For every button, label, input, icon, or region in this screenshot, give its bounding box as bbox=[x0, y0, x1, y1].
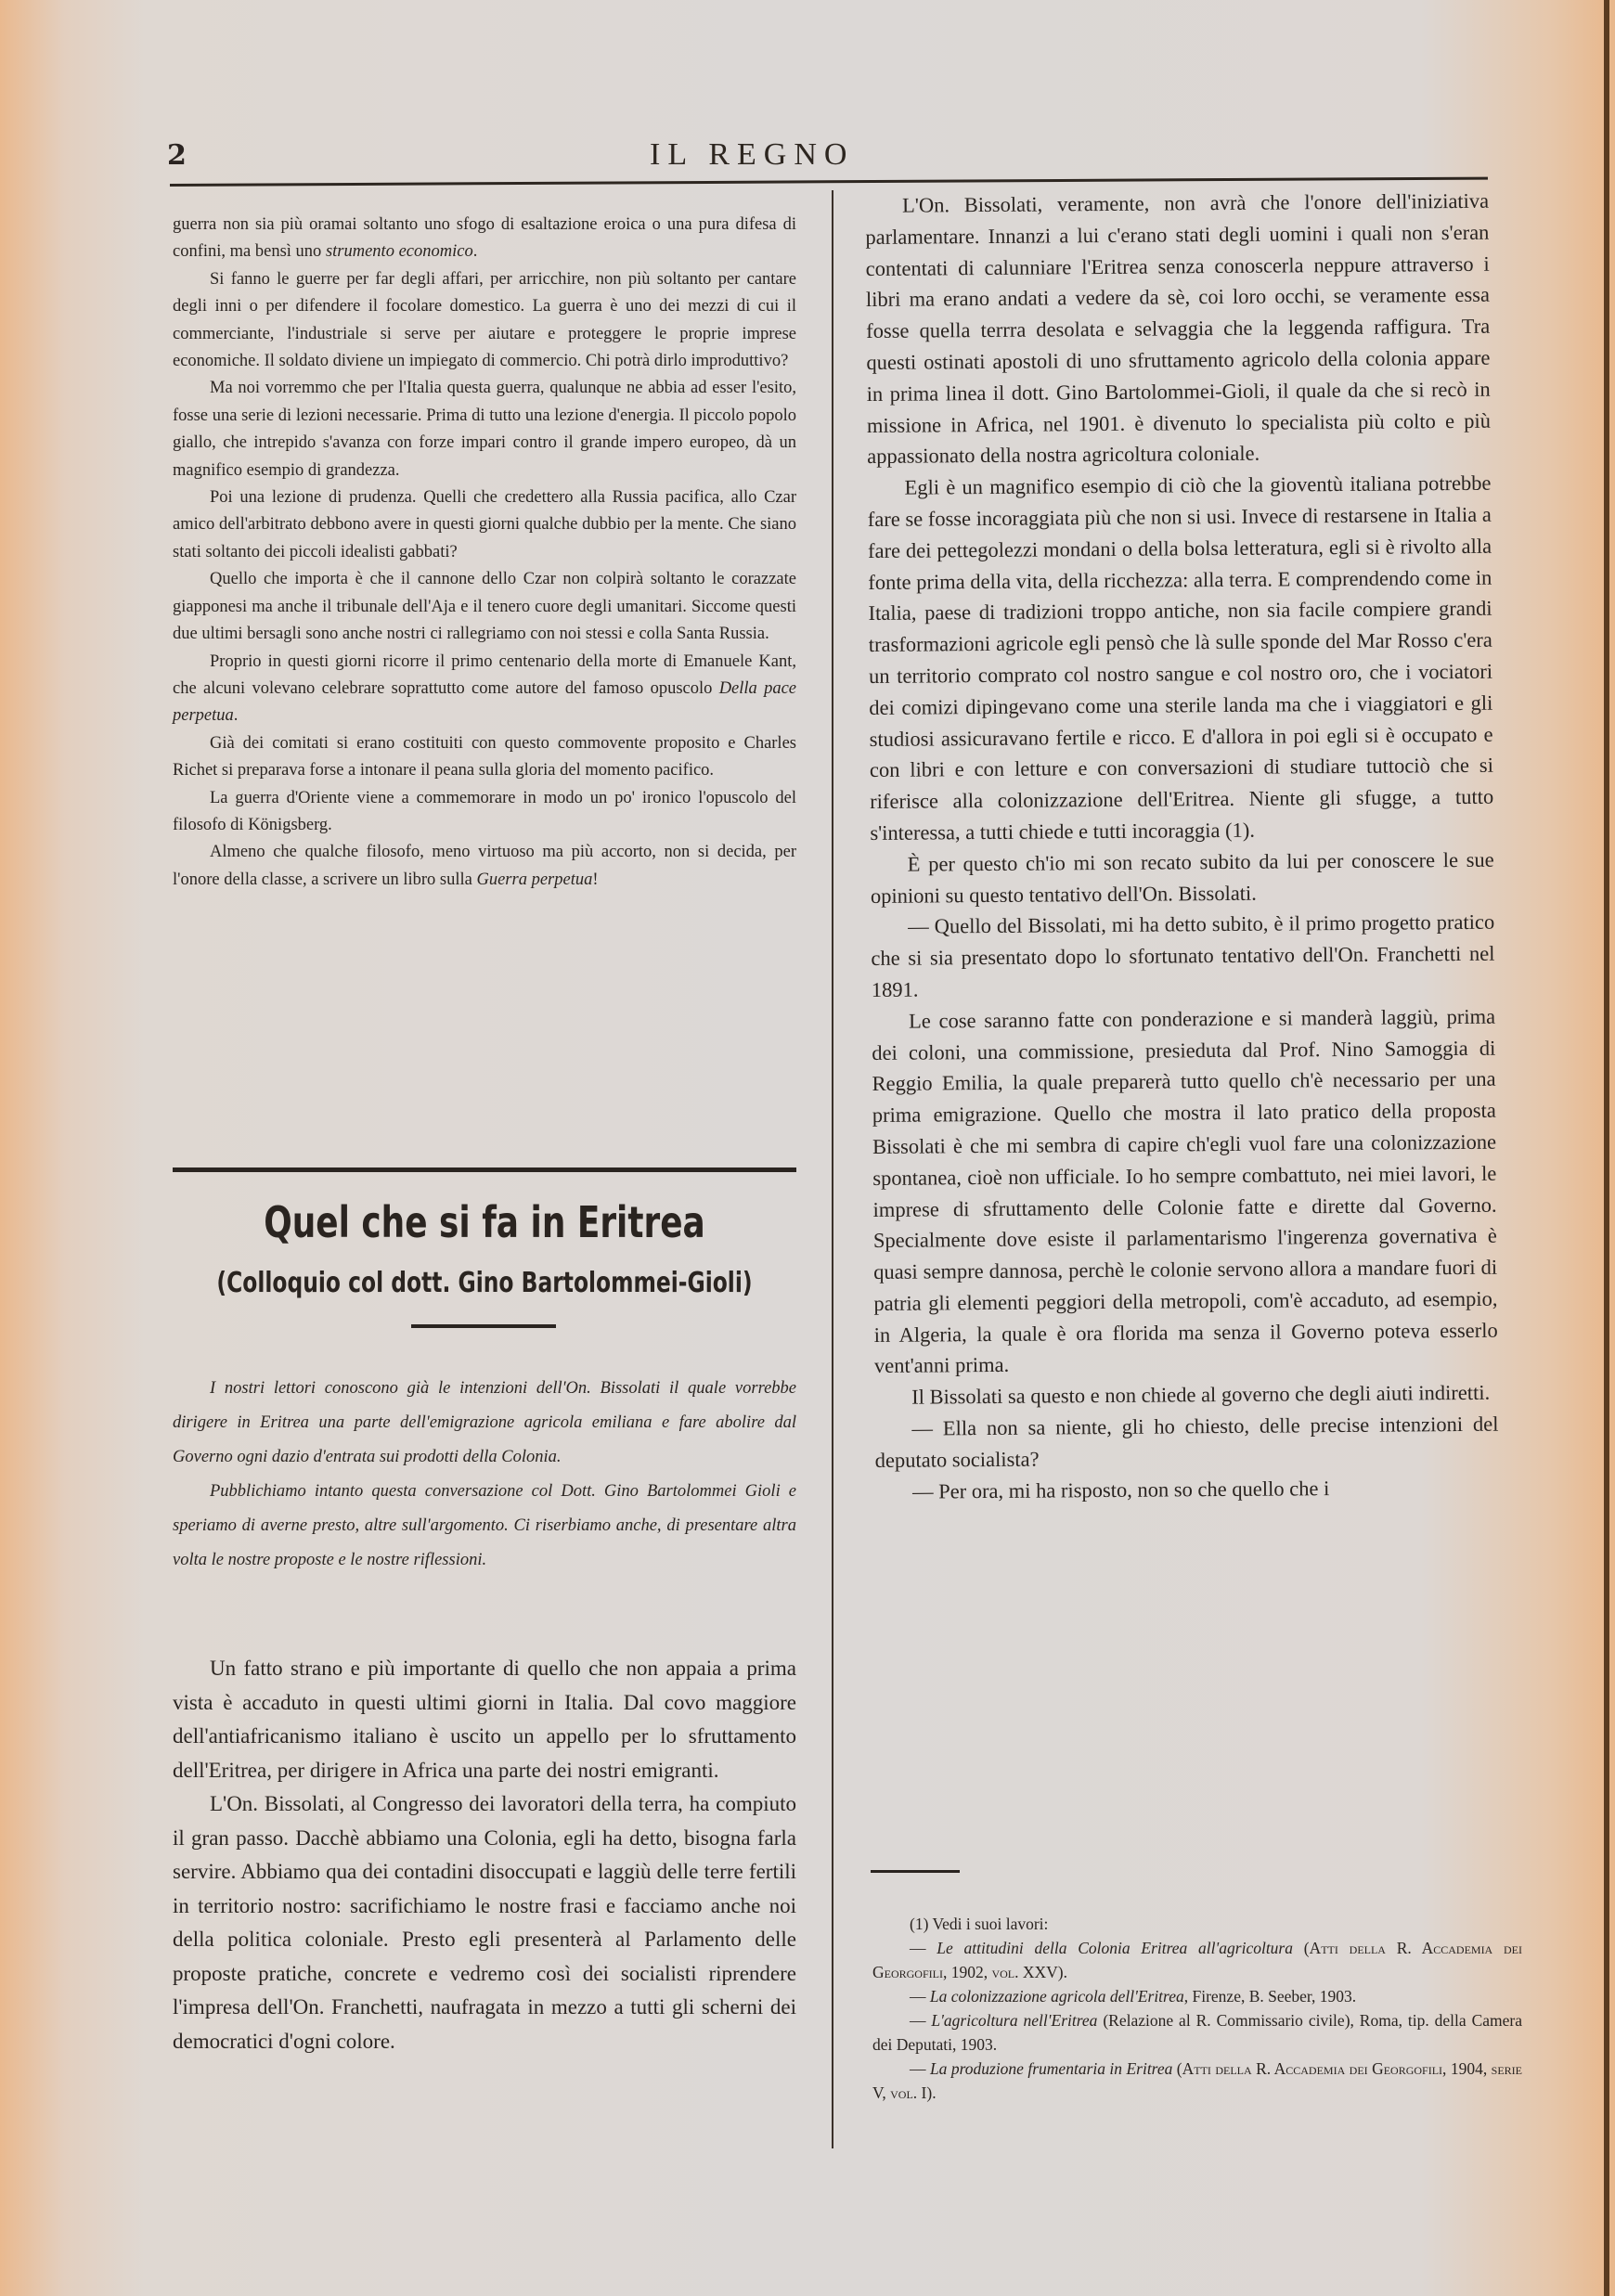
footnotes bbox=[872, 1912, 1522, 2105]
paragraph: Quello che importa è che il cannone dello Czar non colpirà soltanto le corazzate giapponesi ma anche il tribunale dell'Aja e il tenero cuore degli umanitari. Siccome questi due ultimi bersagli sono anche nostri ci rallegriamo con noi stessi e colla Santa Russia. bbox=[173, 570, 796, 644]
paragraph: L'On. Bissolati, veramente, non avrà che l'onore dell'iniziativa parlamentare. Innanzi a lui c'erano stati degli uomini i quali non s'eran contentati di calunniare l'Eritrea senza conoscerla neppure attraverso i libri ma erano andati a vedere da sè, coi loro occhi, se veramente essa fosse quella terrra desolata e selvaggia che la leggenda raffigura. Tra questi ostinati apostoli di uno sfruttamento agricolo della colonia appare in prima linea il dott. Gino Bartolommei-Gioli, il quale da che si recò in missione in Africa, nel 1901. è divenuto lo specialista più colto e più appassionato della nostra agricoltura coloniale. bbox=[865, 188, 1492, 469]
paragraph: — Per ora, mi ha risposto, non so che quello che i bbox=[911, 1476, 1330, 1503]
masthead: IL REGNO bbox=[650, 137, 855, 172]
paragraph: Già dei comitati si erano costituiti con questo commovente proposito e Charles Richet si preparava forse a intonare il peana sulla gloria del momento pacifico. bbox=[173, 733, 796, 780]
footnote-item: — La produzione frumentaria in Eritrea (Atti della R. Accademia dei Georgofili, 1904, serie V, vol. I). bbox=[872, 2059, 1522, 2102]
paragraph: Il Bissolati sa questo e non chiede al governo che degli aiuti indiretti. bbox=[911, 1381, 1491, 1409]
paragraph: — Quello del Bissolati, mi ha detto subito, è il primo progetto pratico che si sia presentato dopo lo sfortunato tentativo dell'On. Franchetti nel 1891. bbox=[871, 910, 1495, 1001]
paragraph: Ma noi vorremmo che per l'Italia questa guerra, qualunque ne abbia ad esser l'esito, fosse una serie di lezioni necessarie. Prima di tutto una lezione d'energia. Il piccolo popolo giallo, che intrepido s'avanza con forze impari contro il grande impero europeo, dà un magnifico esempio di grandezza. bbox=[173, 379, 796, 480]
footnote-item: — L'agricoltura nell'Eritrea (Relazione al R. Commissario civile), Roma, tip. della Camera dei Deputati, 1903. bbox=[872, 2011, 1522, 2054]
footnote-item: — Le attitudini della Colonia Eritrea all'agricoltura (Atti della R. Accademia dei Georgofili, 1902, vol. XXV). bbox=[872, 1939, 1522, 1981]
footnote-rule bbox=[871, 1870, 960, 1873]
header-rule bbox=[170, 177, 1488, 187]
paragraph: Poi una lezione di prudenza. Quelli che credettero alla Russia pacifica, allo Czar amico dell'arbitrato debbono avere in questi giorni qualche dubbio per la mente. Che siano stati soltanto dei piccoli idealisti gabbati? bbox=[173, 488, 796, 561]
paragraph: — Ella non sa niente, gli ho chiesto, delle precise intenzioni del deputato socialista? bbox=[874, 1412, 1499, 1472]
footnote-heading: (1) Vedi i suoi lavori: bbox=[910, 1915, 1049, 1933]
paragraph: L'On. Bissolati, al Congresso dei lavoratori della terra, ha compiuto il gran passo. Dacchè abbiamo una Colonia, egli ha detto, bisogna farla servire. Abbiamo qua dei contadini disoccupati e laggiù delle terre fertili in territorio nostro: sacrifichiamo le nostre frasi e facciamo anche noi della politica coloniale. Presto egli presenterà al Parlamento delle proposte pratiche, concrete e vedremo così dei socialisti riprendere l'impresa dell'On. Franchetti, naufragata in mezzo a tutti gli scherni dei democratici d'ogni colore. bbox=[173, 1792, 796, 2053]
paragraph: Proprio in questi giorni ricorre il primo centenario della morte di Emanuele Kant, che alcuni volevano celebrare soprattutto come autore del famoso opuscolo Della pace perpetua. bbox=[173, 651, 797, 726]
article-body-right bbox=[865, 186, 1499, 1508]
article-subtitle: (Colloquio col dott. Gino Bartolommei-Gioli) bbox=[216, 1267, 753, 1299]
column-divider bbox=[832, 190, 833, 2148]
paragraph: Si fanno le guerre per far degli affari, per arricchire, non più soltanto per cantare degli inni o per difendere il focolare domestico. La guerra è uno dei mezzi di cui il commerciante, l'industriale si serve per aiutare e proteggere le proprie imprese economiche. Il soldato diviene un impiegato di commercio. Chi potrà dirlo improduttivo? bbox=[173, 269, 796, 371]
page-edge-shadow bbox=[1604, 0, 1609, 2296]
article-intro bbox=[173, 1372, 796, 1578]
article-body-left bbox=[173, 1652, 796, 2058]
paragraph: È per questo ch'io mi son recato subito da lui per conoscere le sue opinioni su questo tentativo dell'On. Bissolati. bbox=[870, 847, 1494, 908]
intro-paragraph: Pubblichiamo intanto questa conversazione col Dott. Gino Bartolommei Gioli e speriamo di averne presto, altre sull'argomento. Ci riserbiamo anche, di presentare altra volta le nostre proposte e le nostre riflessioni. bbox=[173, 1482, 796, 1569]
intro-paragraph: I nostri lettori conoscono già le intenzioni dell'On. Bissolati il quale vorrebbe dirigere in Eritrea una parte dell'emigrazione agricola emiliana e fare abolire dal Governo ogni dazio d'entrata sui prodotti della Colonia. bbox=[173, 1379, 796, 1466]
paragraph: Egli è un magnifico esempio di ciò che la gioventù italiana potrebbe fare se fosse incoraggiata più che non si usi. Invece di restarsene in Italia a fare dei pettegolezzi mondani o della bolsa letteratura, egli si è rivolto alla fonte prima della vita, della ricchezza: alla terra. E comprendendo come in Italia, paese di tradizioni troppo antiche, non sia facile compiere grandi trasformazioni agricole egli pensò che là sulle sponde del Mar Rosso c'era un territorio comprato col nostro sangue e col nostro oro, che i vociatori dei comizi dipingevano come una sterile landa ma che i viaggiatori e gli studiosi assicuravano fertile e ricco. E d'allora in poi egli si è occupato e con libri e con letture e con conversazioni di studiare tuttociò che si riferisce alla colonizzazione dell'Eritrea. Niente gli sfugge, a tutto s'interessa, a tutti chiede e tutti incoraggia (1). bbox=[867, 471, 1494, 845]
article-title: Quel che si fa in Eritrea bbox=[264, 1197, 705, 1247]
left-column-continuation bbox=[173, 212, 796, 894]
paragraph: Un fatto strano e più importante di quello che non appaia a prima vista è accaduto in questi ultimi giorni in Italia. Dal covo maggiore dell'antiafricanismo italiano è uscito un appello per lo sfruttamento dell'Eritrea, per dirigere in Africa una parte dei nostri emigranti. bbox=[173, 1657, 796, 1782]
footnote-item: — La colonizzazione agricola dell'Eritrea, Firenze, B. Seeber, 1903. bbox=[910, 1987, 1357, 2006]
section-rule bbox=[173, 1167, 796, 1172]
page-number: 2 bbox=[167, 139, 187, 172]
paragraph: guerra non sia più oramai soltanto uno sfogo di esaltazione eroica o una pura difesa di confini, ma bensì uno strumento economico. bbox=[173, 215, 796, 262]
paragraph: Almeno che qualche filosofo, meno virtuoso ma più accorto, non si decida, per l'onore della classe, a scrivere un libro sulla Guerra perpetua! bbox=[173, 843, 796, 889]
paragraph: La guerra d'Oriente viene a commemorare in modo un po' ironico l'opuscolo del filosofo di Königsberg. bbox=[173, 788, 796, 834]
paragraph: Le cose saranno fatte con ponderazione e si manderà laggiù, prima dei coloni, una commissione, presieduta dal Prof. Nino Samoggia di Reggio Emilia, la quale preparerà tutto quello ch'è necessario per una prima emigrazione. Quello che mostra il lato pratico della proposta Bissolati è che mi sembra di capire ch'egli vuol fare una colonizzazione spontanea, cioè non ufficiale. Io ho sempre combattuto, nei miei lavori, le imprese di sfruttamento delle Colonie fatte e dirette dal Governo. Specialmente dove esiste il parlamentarismo l'ingerenza governativa è quasi sempre dannosa, perchè le colonie servono allora a mandare fuori di patria gli elementi peggiori della metropoli, com'è accaduto, ad esempio, in Algeria, la quale è ora florida ma senza il Governo poteva esserlo vent'anni prima. bbox=[872, 1004, 1498, 1378]
title-rule bbox=[411, 1324, 556, 1328]
